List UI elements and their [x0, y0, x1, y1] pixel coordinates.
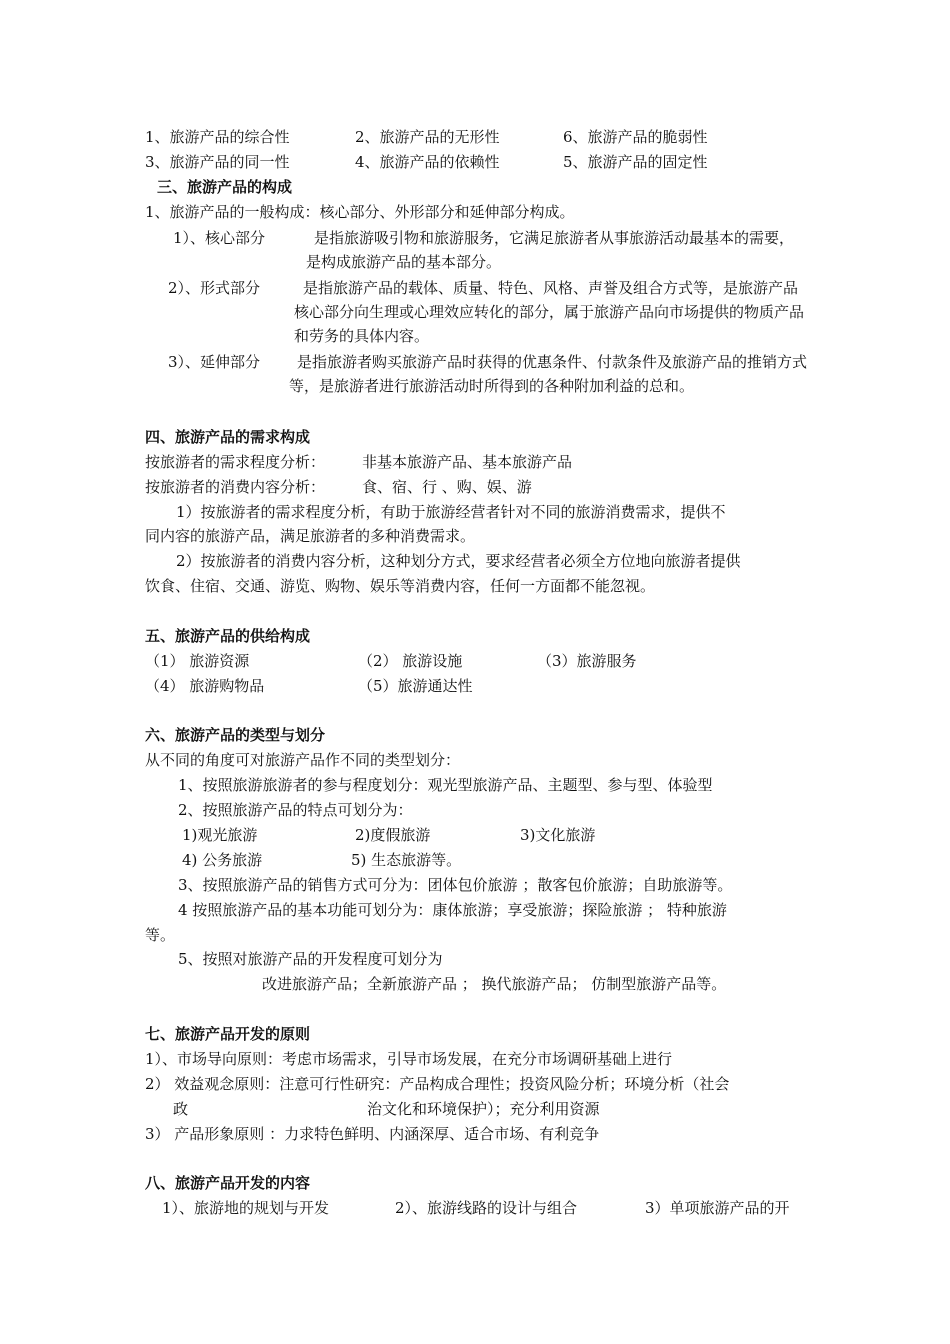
types-intro: 从不同的角度可对旅游产品作不同的类型划分：	[145, 751, 461, 769]
characteristic-item: 4、旅游产品的依赖性	[355, 153, 500, 171]
types-item-4: 4 按照旅游产品的基本功能可划分为：康体旅游；享受旅游；探险旅游 ； 特种旅游	[178, 901, 727, 919]
composition-intro: 1、旅游产品的一般构成：核心部分、外形部分和延伸部分构成。	[145, 203, 575, 221]
supply-row-2	[0, 676, 950, 696]
section-heading-principles: 七、旅游产品开发的原则	[145, 1025, 311, 1043]
section-heading-demand: 四、旅游产品的需求构成	[145, 428, 311, 446]
supply-item: （3）旅游服务	[537, 652, 637, 670]
composition-item-label: 3）、延伸部分	[168, 353, 261, 371]
characteristic-item: 5、旅游产品的固定性	[563, 153, 708, 171]
types-feature-row-1	[0, 825, 950, 845]
types-feature: 3)文化旅游	[520, 826, 596, 844]
types-item-5: 5、按照对旅游产品的开发程度可划分为	[178, 950, 443, 968]
characteristics-row-1	[0, 127, 950, 147]
supply-item: （2） 旅游设施	[358, 652, 463, 670]
supply-item: （5）旅游通达性	[358, 677, 473, 695]
composition-item-text: 是指旅游产品的载体、质量、特色、风格、声誉及组合方式等，是旅游产品核心部分向生理或心理效应转化的部分，属于旅游产品向市场提供的物质产品和劳务的具体内容。	[294, 279, 805, 345]
demand-paragraph-2-line-2: 饮食、住宿、交通、游览、购物、娱乐等消费内容，任何一方面都不能忽视。	[145, 577, 656, 595]
principle-2-continued-b: 治文化和环境保护）；充分利用资源	[367, 1100, 600, 1118]
principle-2: 2） 效益观念原则：注意可行性研究：产品构成合理性；投资风险分析；环境分析（社会	[145, 1075, 730, 1093]
composition-item-text: 是指旅游者购买旅游产品时获得的优惠条件、付款条件及旅游产品的推销方式等，是旅游者进行旅游活动时所得到的各种附加利益的总和。	[289, 353, 808, 395]
demand-line-2	[0, 477, 950, 497]
principle-3: 3） 产品形象原则 ：力求特色鲜明、内涵深厚、适合市场、有利竞争	[145, 1125, 600, 1143]
supply-item: （4） 旅游购物品	[145, 677, 265, 695]
demand-paragraph-1-line-2: 同内容的旅游产品，满足旅游者的多种消费需求。	[145, 527, 476, 545]
supply-row-1	[0, 651, 950, 671]
content-row	[0, 1198, 950, 1218]
types-feature: 1)观光旅游	[182, 826, 258, 844]
section-heading-types: 六、旅游产品的类型与划分	[145, 726, 326, 744]
types-feature: 2)度假旅游	[355, 826, 431, 844]
types-item-4-continued: 等。	[145, 926, 176, 944]
types-feature: 4) 公务旅游	[182, 851, 263, 869]
types-item-1: 1、按照旅游旅游者的参与程度划分：观光型旅游产品、主题型、参与型、体验型	[178, 776, 713, 794]
types-feature-row-2	[0, 850, 950, 870]
characteristic-item: 1、旅游产品的综合性	[145, 128, 290, 146]
demand-paragraph-1-line-1: 1）按旅游者的需求程度分析，有助于旅游经营者针对不同的旅游消费需求，提供不	[176, 503, 726, 521]
characteristics-row-2	[0, 152, 950, 172]
demand-paragraph-2-line-1: 2）按旅游者的消费内容分析，这种划分方式，要求经营者必须全方位地向旅游者提供	[176, 552, 741, 570]
content-item: 3）单项旅游产品的开	[645, 1199, 790, 1217]
principle-2-continued-a: 政	[173, 1100, 189, 1118]
demand-label: 按旅游者的消费内容分析：	[145, 478, 326, 496]
principle-1: 1）、市场导向原则：考虑市场需求，引导市场发展，在充分市场调研基础上进行	[145, 1050, 673, 1068]
section-heading-supply: 五、旅游产品的供给构成	[145, 627, 311, 645]
types-item-5-values: 改进旅游产品；全新旅游产品 ； 换代旅游产品； 仿制型旅游产品等。	[262, 975, 727, 993]
section-heading-content: 八、旅游产品开发的内容	[145, 1174, 311, 1192]
content-item: 1）、旅游地的规划与开发	[162, 1199, 330, 1217]
types-feature: 5) 生态旅游等。	[351, 851, 462, 869]
composition-item-label: 1）、核心部分	[173, 229, 266, 247]
demand-value: 食、宿、行 、购、娱、游	[362, 478, 532, 496]
demand-label: 按旅游者的需求程度分析：	[145, 453, 326, 471]
composition-item-label: 2）、形式部分	[168, 279, 261, 297]
types-item-2: 2、按照旅游产品的特点可划分为：	[178, 801, 413, 819]
types-item-3: 3、按照旅游产品的销售方式可分为：团体包价旅游 ；散客包价旅游；自助旅游等。	[178, 876, 733, 894]
composition-item-text: 是指旅游吸引物和旅游服务，它满足旅游者从事旅游活动最基本的需要，是构成旅游产品的基本部分。	[306, 229, 795, 271]
demand-line-1	[0, 452, 950, 472]
characteristic-item: 3、旅游产品的同一性	[145, 153, 290, 171]
demand-value: 非基本旅游产品、基本旅游产品	[362, 453, 573, 471]
characteristic-item: 2、旅游产品的无形性	[355, 128, 500, 146]
supply-item: （1） 旅游资源	[145, 652, 250, 670]
content-item: 2）、旅游线路的设计与组合	[395, 1199, 578, 1217]
section-heading-composition: 三、旅游产品的构成	[157, 178, 293, 196]
characteristic-item: 6、旅游产品的脆弱性	[563, 128, 708, 146]
